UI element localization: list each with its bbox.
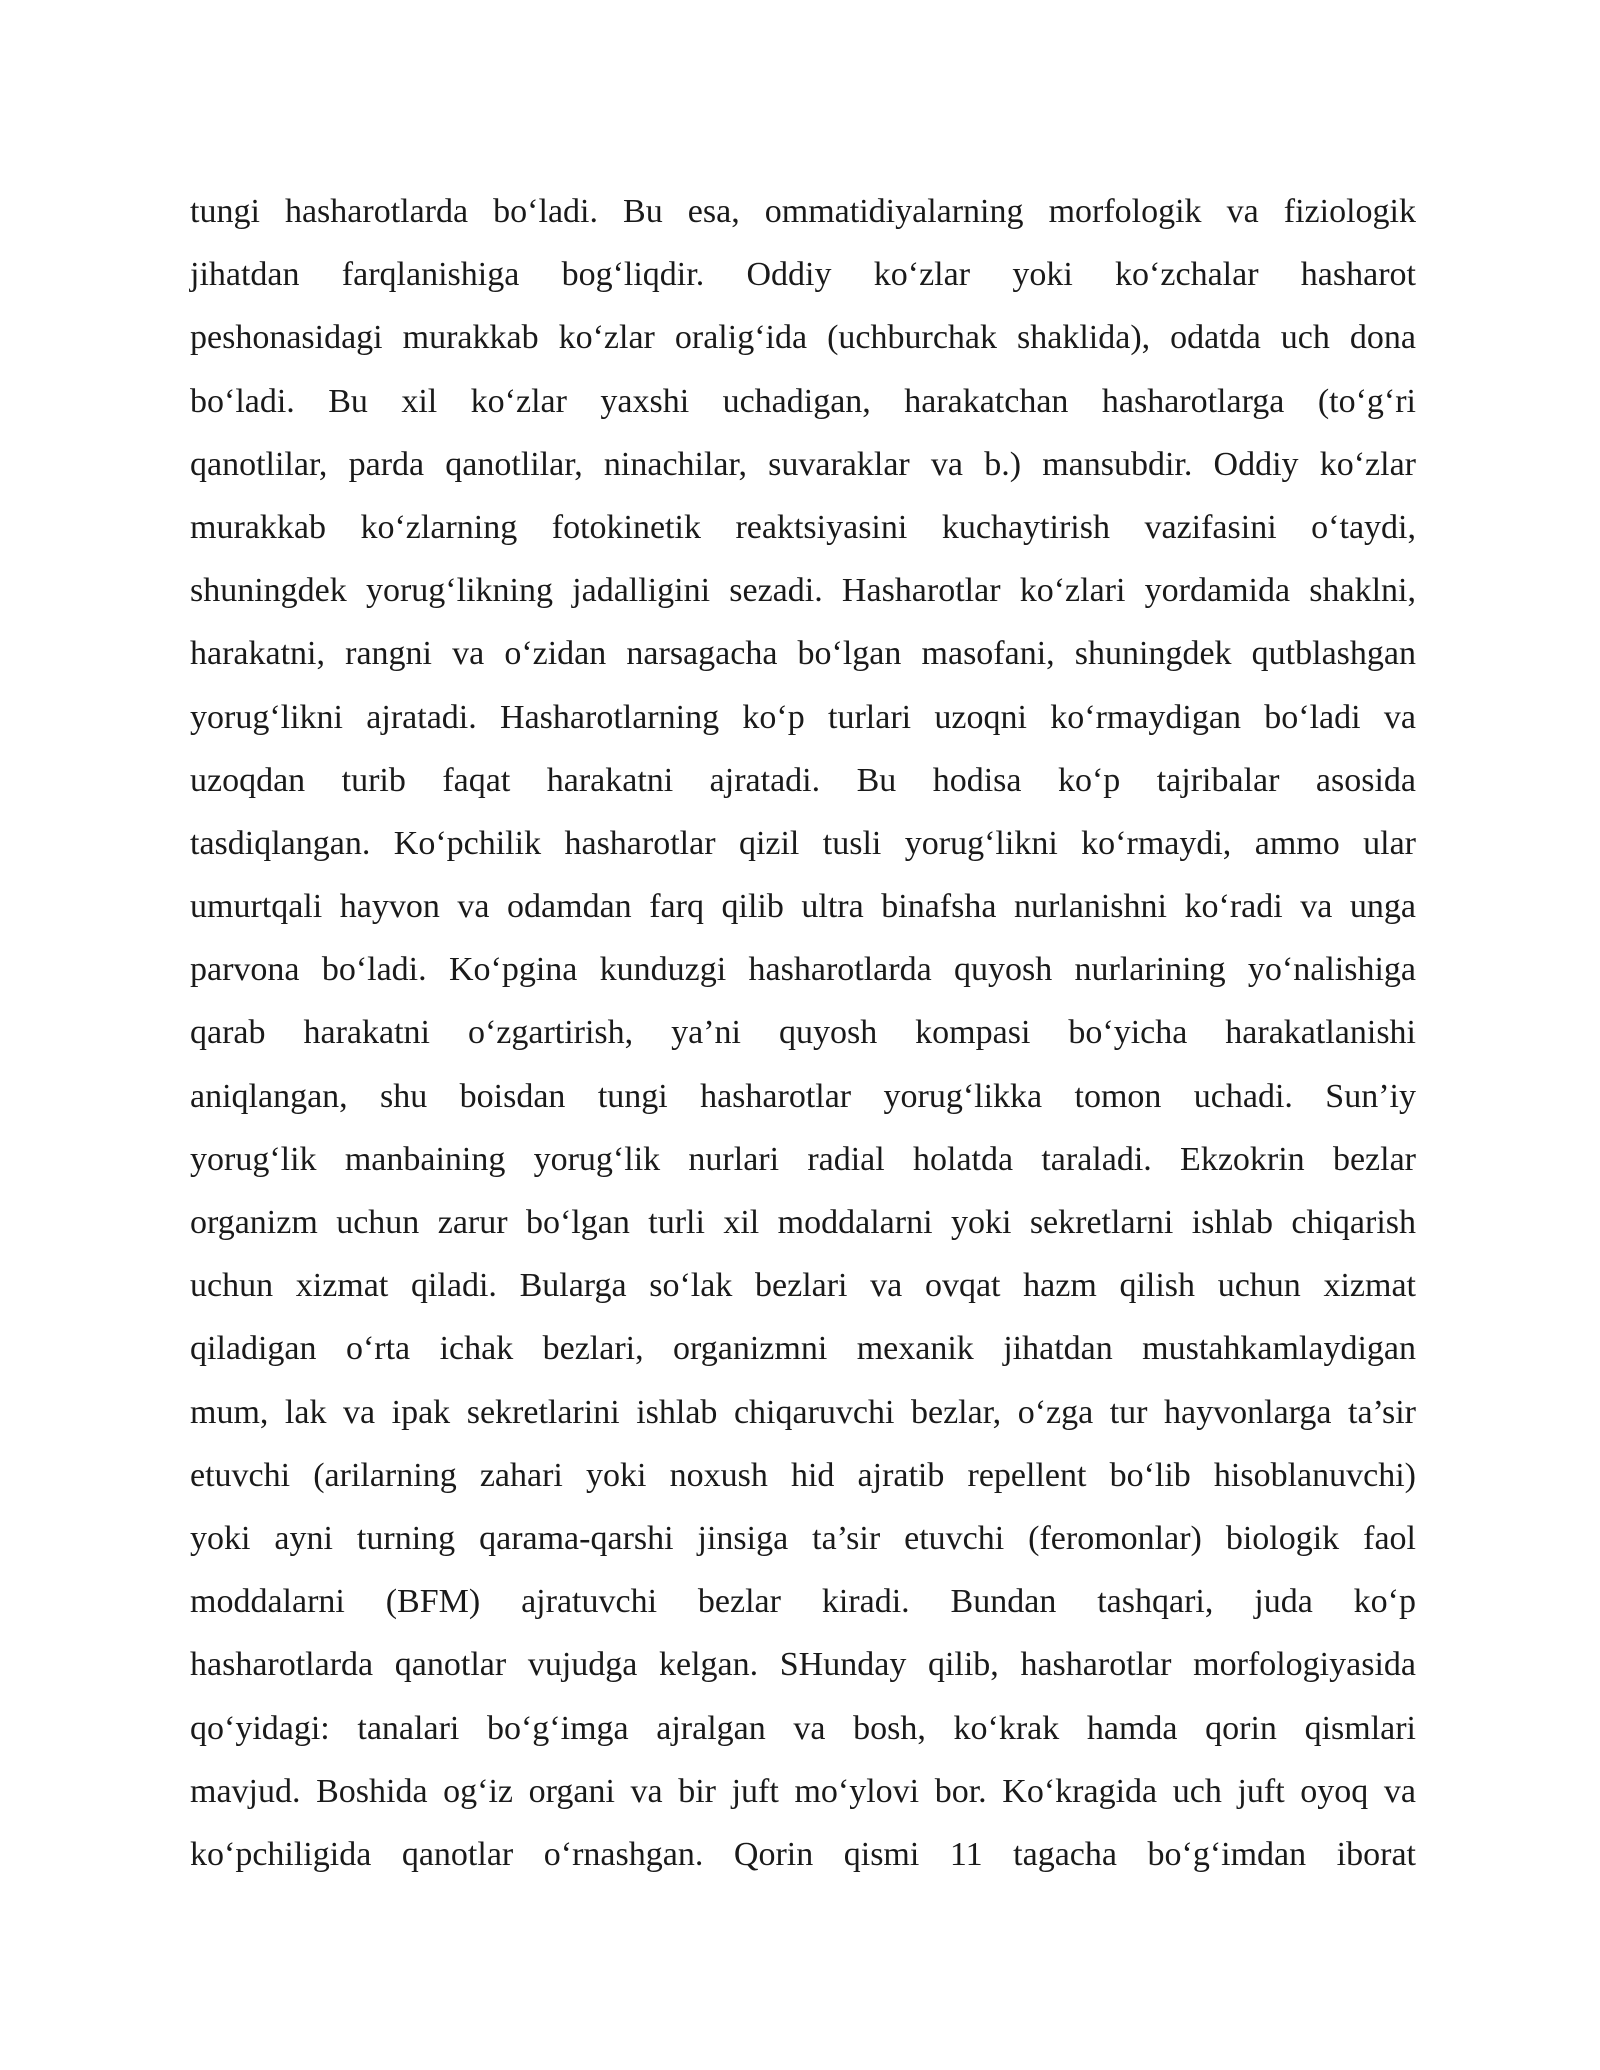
text-line: bo‘ladi. Bu xil ko‘zlar yaxshi uchadigan, harakatchan hasharotlarga (to‘g‘ri	[190, 382, 1416, 420]
text-line: qo‘yidagi: tanalari bo‘g‘imga ajralgan va bosh, ko‘krak hamda qorin qismlari	[190, 1709, 1416, 1747]
text-line: tungi hasharotlarda bo‘ladi. Bu esa, ommatidiyalarning morfologik va fiziologik	[190, 193, 1416, 230]
text-line: peshonasidagi murakkab ko‘zlar oralig‘ida (uchburchak shaklida), odatda uch dona	[190, 319, 1416, 357]
text-line: qarab harakatni o‘zgartirish, ya’ni quyosh kompasi bo‘yicha harakatlanishi	[190, 1014, 1416, 1052]
text-line: qanotlilar, parda qanotlilar, ninachilar, suvaraklar va b.) mansubdir. Oddiy ko‘zlar	[190, 445, 1416, 483]
text-line: harakatni, rangni va o‘zidan narsagacha bo‘lgan masofani, shuningdek qutblashgan	[190, 635, 1416, 673]
text-line: organizm uchun zarur bo‘lgan turli xil moddalarni yoki sekretlarni ishlab chiqarish	[190, 1204, 1416, 1241]
text-line: qiladigan o‘rta ichak bezlari, organizmni mexanik jihatdan mustahkamlaydigan	[190, 1330, 1416, 1368]
text-line: uzoqdan turib faqat harakatni ajratadi. Bu hodisa ko‘p tajribalar asosida	[190, 761, 1416, 799]
text-line: yorug‘likni ajratadi. Hasharotlarning ko‘p turlari uzoqni ko‘rmaydigan bo‘ladi va	[190, 698, 1416, 736]
text-line: ko‘pchiligida qanotlar o‘rnashgan. Qorin qismi 11 tagacha bo‘g‘imdan iborat	[190, 1835, 1416, 1873]
text-line: parvona bo‘ladi. Ko‘pgina kunduzgi hasharotlarda quyosh nurlarining yo‘nalishiga	[190, 951, 1416, 989]
body-text	[190, 186, 1416, 1892]
text-line: murakkab ko‘zlarning fotokinetik reaktsiyasini kuchaytirish vazifasini o‘taydi,	[190, 508, 1416, 546]
text-line: yorug‘lik manbaining yorug‘lik nurlari radial holatda taraladi. Ekzokrin bezlar	[190, 1140, 1416, 1178]
text-line: uchun xizmat qiladi. Bularga so‘lak bezlari va ovqat hazm qilish uchun xizmat	[190, 1267, 1416, 1305]
text-line: mavjud. Boshida og‘iz organi va bir juft mo‘ylovi bor. Ko‘kragida uch juft oyoq va	[190, 1772, 1416, 1810]
text-line: etuvchi (arilarning zahari yoki noxush hid ajratib repellent bo‘lib hisoblanuvchi)	[190, 1456, 1416, 1494]
text-line: hasharotlarda qanotlar vujudga kelgan. SHunday qilib, hasharotlar morfologiyasida	[190, 1646, 1416, 1684]
text-line: moddalarni (BFM) ajratuvchi bezlar kiradi. Bundan tashqari, juda ko‘p	[190, 1583, 1416, 1621]
text-line: umurtqali hayvon va odamdan farq qilib ultra binafsha nurlanishni ko‘radi va unga	[190, 888, 1416, 926]
text-line: jihatdan farqlanishiga bog‘liqdir. Oddiy ko‘zlar yoki ko‘zchalar hasharot	[190, 256, 1416, 294]
text-line: yoki ayni turning qarama-qarshi jinsiga ta’sir etuvchi (feromonlar) biologik faol	[190, 1519, 1416, 1557]
text-line: mum, lak va ipak sekretlarini ishlab chiqaruvchi bezlar, o‘zga tur hayvonlarga ta’sir	[190, 1393, 1416, 1431]
text-line: tasdiqlangan. Ko‘pchilik hasharotlar qizil tusli yorug‘likni ko‘rmaydi, ammo ular	[190, 824, 1416, 862]
text-line: aniqlangan, shu boisdan tungi hasharotlar yorug‘likka tomon uchadi. Sun’iy	[190, 1077, 1416, 1115]
text-line: shuningdek yorug‘likning jadalligini sezadi. Hasharotlar ko‘zlari yordamida shaklni,	[190, 572, 1416, 610]
